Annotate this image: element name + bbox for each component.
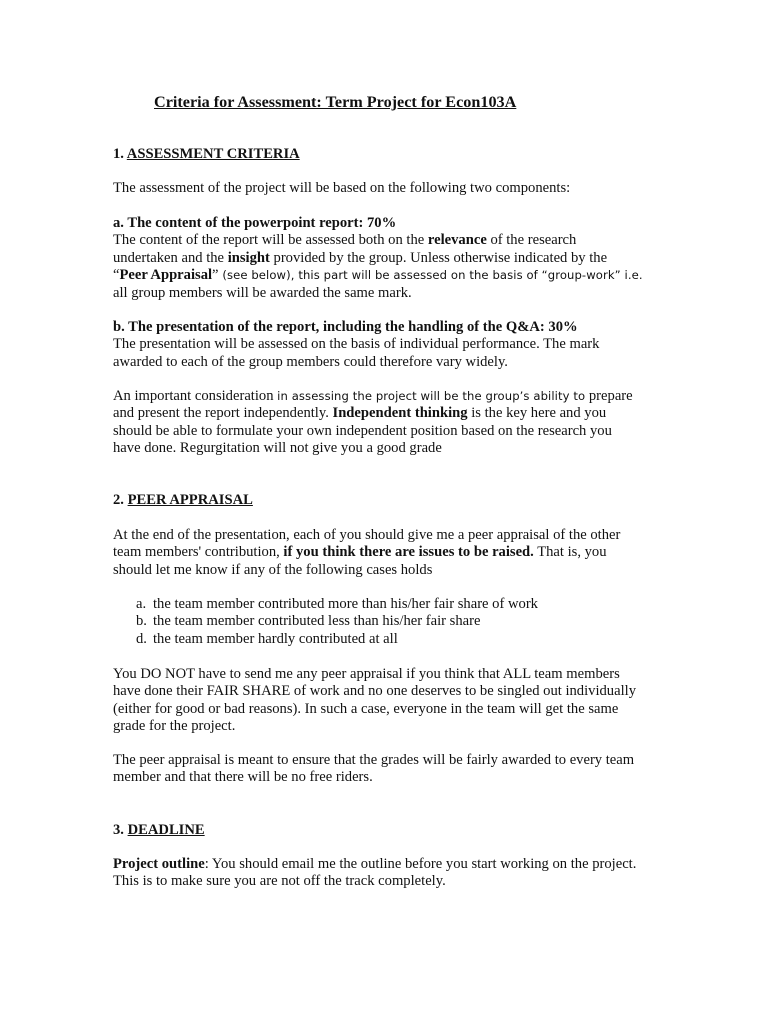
paragraph-line: (either for good or bad reasons). In such a case, everyone in the team will get the same xyxy=(113,700,619,717)
section-title: ASSESSMENT CRITERIA xyxy=(126,146,300,162)
paragraph-line xyxy=(113,388,673,405)
paragraph-line xyxy=(113,856,673,873)
component-a xyxy=(113,215,673,302)
cases-list xyxy=(136,596,538,648)
paragraph-line xyxy=(113,544,673,561)
section-title: PEER APPRAISAL xyxy=(127,492,253,508)
no-appraisal-paragraph xyxy=(113,666,673,736)
list-text: the team member hardly contributed at all xyxy=(153,630,398,647)
list-marker: a. xyxy=(136,596,147,612)
list-item xyxy=(136,613,538,630)
list-item xyxy=(136,631,538,648)
text-run: : You should email me the outline before you start working on the project. xyxy=(204,856,637,872)
list-text: the team member contributed more than his/her fair share of work xyxy=(153,596,538,612)
bold-text: insight xyxy=(227,249,270,266)
paragraph-line: have done their FAIR SHARE of work and no one deserves to be singled out individually xyxy=(113,683,636,700)
component-b xyxy=(113,319,673,371)
paragraph-line: You DO NOT have to send me any peer appraisal if you think that ALL team members xyxy=(113,666,620,682)
text-run: prepare xyxy=(585,388,633,404)
paragraph-line: all group members will be awarded the same mark. xyxy=(113,284,412,301)
section-title: DEADLINE xyxy=(127,822,205,838)
paragraph-line: should let me know if any of the following cases holds xyxy=(113,561,433,578)
paragraph-line: The peer appraisal is meant to ensure that the grades will be fairly awarded to every team xyxy=(113,752,635,768)
paragraph-line xyxy=(113,267,673,284)
independence-paragraph xyxy=(113,388,673,458)
text-run: undertaken and the xyxy=(113,249,228,266)
text-run: “ xyxy=(113,267,120,284)
section-3-heading xyxy=(113,822,673,839)
section-2-heading xyxy=(113,492,673,509)
section-number: 3. xyxy=(113,822,128,838)
text-run: ” xyxy=(212,267,219,284)
component-b-heading: b. The presentation of the report, including the handling of the Q&A: 30% xyxy=(113,319,578,335)
paragraph-line xyxy=(113,232,673,249)
paragraph-line xyxy=(113,405,673,422)
bold-text: Independent thinking xyxy=(332,405,468,422)
paragraph-line: member and that there will be no free riders. xyxy=(113,769,373,786)
text-run: team members' contribution, xyxy=(113,544,284,561)
component-a-heading: a. The content of the powerpoint report: 70% xyxy=(113,215,397,231)
text-run: of the research xyxy=(486,232,577,249)
paragraph-line: This is to make sure you are not off the track completely. xyxy=(113,873,446,890)
document-title: Criteria for Assessment: Term Project for Econ103A xyxy=(154,93,517,111)
text-run: in assessing the project will be the group’s ability to xyxy=(277,389,586,403)
peer-appraisal-intro xyxy=(113,527,673,579)
text-run: and present the report independently. xyxy=(113,405,333,422)
bold-text: Project outline xyxy=(113,856,205,872)
paragraph-line: The assessment of the project will be based on the following two components: xyxy=(113,180,571,196)
paragraph-line: At the end of the presentation, each of you should give me a peer appraisal of the other xyxy=(113,527,621,543)
list-marker: d. xyxy=(136,630,147,647)
bold-text: Peer Appraisal xyxy=(119,267,213,284)
paragraph-line: The presentation will be assessed on the basis of individual performance. The mark xyxy=(113,336,600,353)
section-1-intro xyxy=(113,180,673,197)
paragraph-line xyxy=(113,250,673,267)
section-number: 2. xyxy=(113,492,128,508)
text-run: is the key here and you xyxy=(467,405,607,422)
list-text: the team member contributed less than his/her fair share xyxy=(153,613,481,630)
text-run: The content of the report will be assessed both on the xyxy=(113,232,428,249)
section-number: 1. xyxy=(113,146,127,162)
paragraph-line: grade for the project. xyxy=(113,718,236,735)
bold-text: relevance xyxy=(427,232,487,249)
section-1-heading xyxy=(113,146,673,163)
paragraph-line: should be able to formulate your own independent position based on the research you xyxy=(113,422,612,439)
list-item xyxy=(136,596,538,613)
bold-text: if you think there are issues to be raised. xyxy=(283,544,534,561)
text-run: An important consideration xyxy=(113,388,278,404)
deadline-paragraph xyxy=(113,856,673,891)
list-marker: b. xyxy=(136,613,147,630)
purpose-paragraph xyxy=(113,752,673,787)
paragraph-line: awarded to each of the group members could therefore vary widely. xyxy=(113,353,508,370)
text-run: (see below), this part will be assessed on the basis of “group-work” i.e. xyxy=(218,268,643,283)
text-run: provided by the group. Unless otherwise indicated by the xyxy=(269,249,608,266)
text-run: That is, you xyxy=(533,544,607,561)
paragraph-line: have done. Regurgitation will not give you a good grade xyxy=(113,440,442,457)
